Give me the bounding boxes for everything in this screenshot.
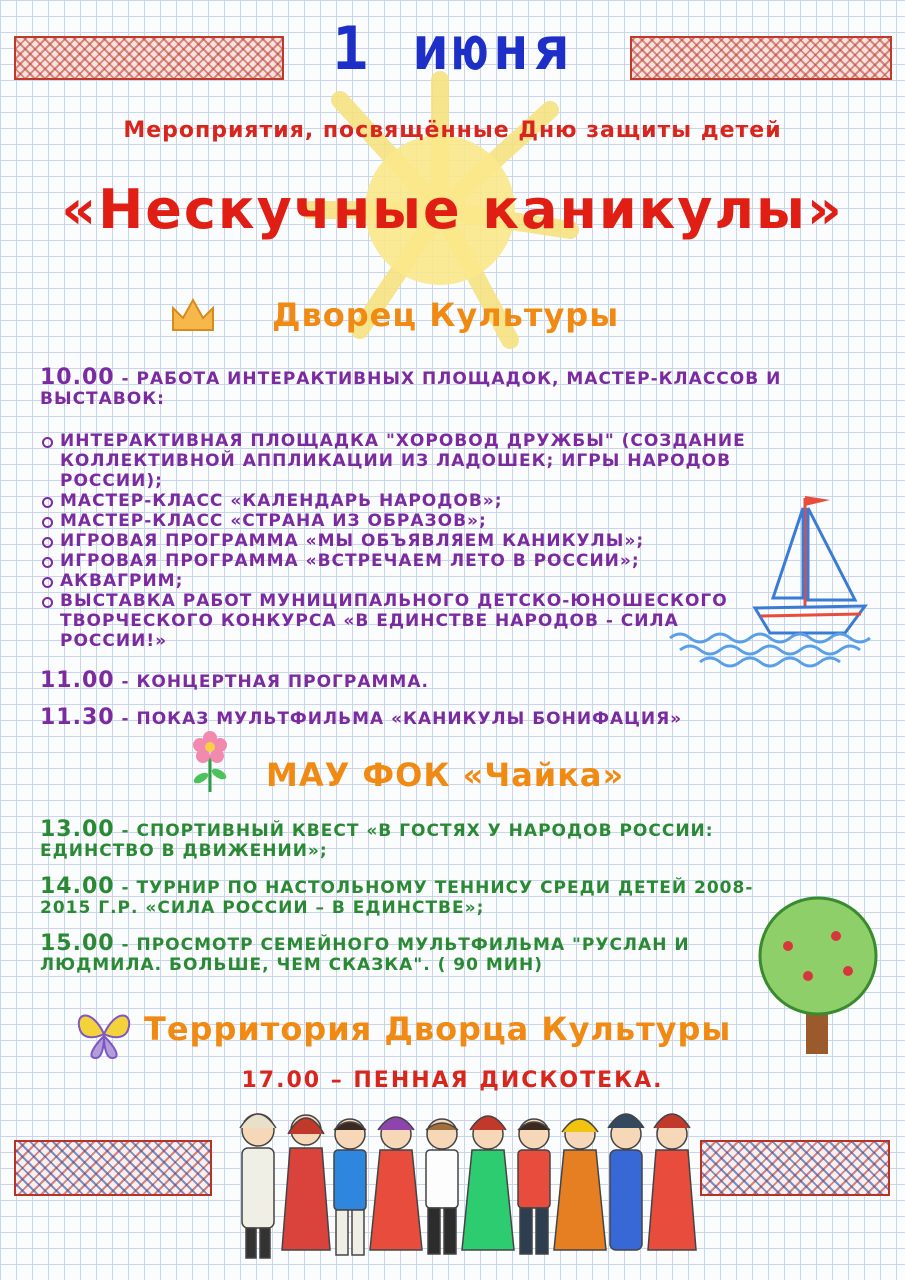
event-subtitle: Мероприятия, посвящённые Дню защиты детей	[123, 118, 782, 143]
butterfly-icon	[72, 1002, 136, 1066]
event-text: - СПОРТИВНЫЙ КВЕСТ «В ГОСТЯХ У НАРОДОВ РОССИИ: ЕДИНСТВО В ДВИЖЕНИИ»;	[40, 821, 714, 861]
activity-list	[40, 431, 760, 651]
list-item: АКВАГРИМ;	[40, 571, 760, 591]
event-row	[40, 931, 780, 975]
event-time: 11.00	[40, 668, 115, 693]
event-text: - ПОКАЗ МУЛЬТФИЛЬМА «КАНИКУЛЫ БОНИФАЦИЯ»	[121, 709, 683, 729]
tree-illustration	[748, 896, 888, 1056]
event-row	[40, 874, 780, 918]
event-title: «Нескучные каникулы»	[61, 178, 844, 241]
event-foam-disco: 17.00 – ПЕННАЯ ДИСКОТЕКА.	[241, 1068, 664, 1093]
ornament-bottom-left	[14, 1140, 212, 1196]
event-text: - РАБОТА ИНТЕРАКТИВНЫХ ПЛОЩАДОК, МАСТЕР-КЛАССОВ И ВЫСТАВОК:	[40, 369, 782, 409]
section2-content	[40, 817, 780, 975]
list-item: ИНТЕРАКТИВНАЯ ПЛОЩАДКА "ХОРОВОД ДРУЖБЫ" (СОЗДАНИЕ КОЛЛЕКТИВНОЙ АППЛИКАЦИИ ИЗ ЛАДОШЕК; ИГРЫ НАРОДОВ РОССИИ);	[40, 431, 760, 491]
event-time: 10.00	[40, 365, 115, 390]
list-item: МАСТЕР-КЛАСС «СТРАНА ИЗ ОБРАЗОВ»;	[40, 511, 760, 531]
event-date: 1 июня	[332, 14, 573, 84]
event-time: 13.00	[40, 817, 115, 842]
ornament-bottom-right	[700, 1140, 890, 1196]
event-time: 15.00	[40, 931, 115, 956]
list-item: ИГРОВАЯ ПРОГРАММА «ВСТРЕЧАЕМ ЛЕТО В РОССИИ»;	[40, 551, 760, 571]
list-item: ВЫСТАВКА РАБОТ МУНИЦИПАЛЬНОГО ДЕТСКО-ЮНОШЕСКОГО ТВОРЧЕСКОГО КОНКУРСА «В ЕДИНСТВЕ НАРОДОВ - СИЛА РОССИИ!»	[40, 591, 760, 651]
event-row	[40, 705, 840, 730]
venue-fok-chaika: МАУ ФОК «Чайка»	[266, 756, 625, 794]
flower-icon	[190, 730, 230, 794]
event-row	[40, 817, 780, 861]
sailboat-illustration	[665, 488, 885, 668]
intro-event	[40, 365, 840, 409]
venue-territory: Территория Дворца Культуры	[144, 1010, 732, 1048]
event-row	[40, 668, 840, 693]
crown-icon	[168, 296, 218, 336]
list-item: ИГРОВАЯ ПРОГРАММА «МЫ ОБЪЯВЛЯЕМ КАНИКУЛЫ»;	[40, 531, 760, 551]
event-time: 11.30	[40, 705, 115, 730]
children-in-costumes-illustration	[228, 1100, 698, 1270]
list-item: МАСТЕР-КЛАСС «КАЛЕНДАРЬ НАРОДОВ»;	[40, 491, 760, 511]
venue-dvorets-kultury: Дворец Культуры	[272, 296, 620, 334]
event-time: 14.00	[40, 874, 115, 899]
event-text: - ПРОСМОТР СЕМЕЙНОГО МУЛЬТФИЛЬМА "РУСЛАН И ЛЮДМИЛА. БОЛЬШЕ, ЧЕМ СКАЗКА". ( 90 МИН)	[40, 935, 690, 975]
event-text: - ТУРНИР ПО НАСТОЛЬНОМУ ТЕННИСУ СРЕДИ ДЕТЕЙ 2008-2015 Г.Р. «СИЛА РОССИИ – В ЕДИНСТВЕ»;	[40, 878, 754, 918]
event-text: - КОНЦЕРТНАЯ ПРОГРАММА.	[121, 672, 429, 692]
